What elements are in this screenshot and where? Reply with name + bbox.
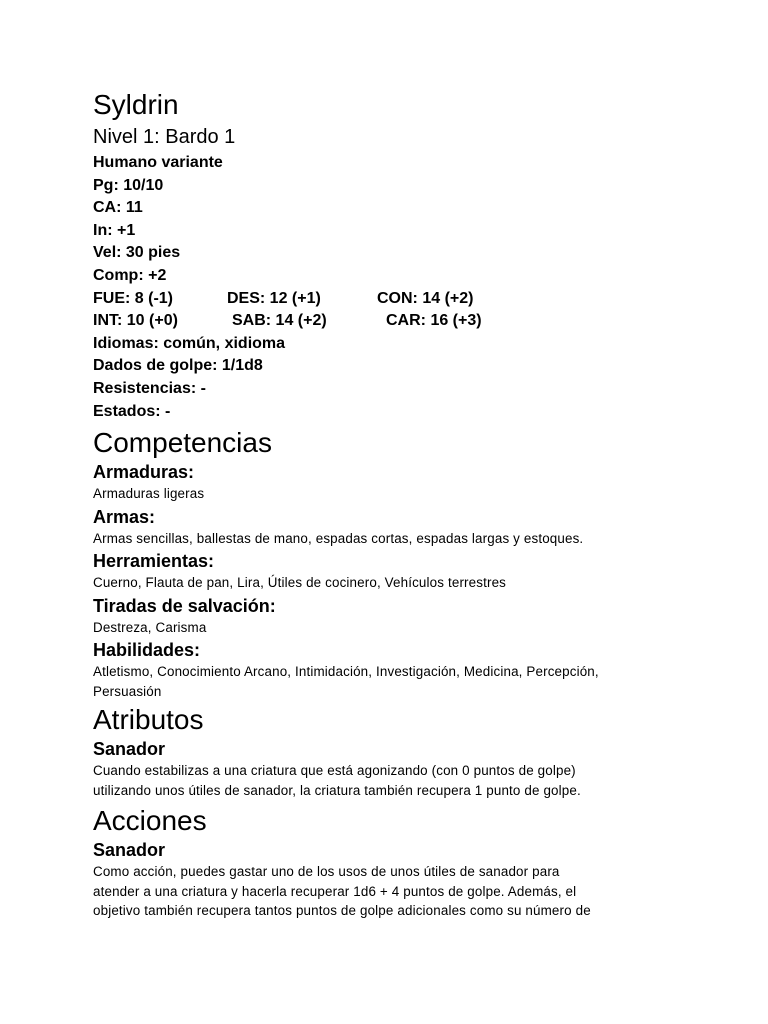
ability-wis: SAB: 14 (+2) (232, 312, 327, 330)
feat-text-line-1: Cuando estabilizas a una criatura que está agonizando (con 0 puntos de golpe) (93, 763, 576, 779)
race: Humano variante (93, 154, 223, 171)
ability-int: INT: 10 (+0) (93, 312, 178, 330)
ability-row-physical (93, 288, 683, 311)
ability-str: FUE: 8 (-1) (93, 289, 173, 307)
action-text-line-1: Como acción, puedes gastar uno de los usos de unos útiles de sanador para (93, 864, 560, 880)
feat-name: Sanador (93, 739, 166, 760)
languages: Idiomas: común, xidioma (93, 334, 286, 352)
resistances: Resistencias: - (93, 379, 206, 397)
action-text-line-3: objetivo también recupera tantos puntos de golpe adicionales como su número de (93, 903, 591, 919)
atributos-heading: Atributos (93, 704, 204, 736)
skills-label: Habilidades: (93, 640, 201, 661)
weapons-text: Armas sencillas, ballestas de mano, espadas cortas, espadas largas y estoques. (93, 530, 584, 546)
hit-dice: Dados de golpe: 1/1d8 (93, 357, 263, 375)
proficiency-bonus: Comp: +2 (93, 266, 167, 284)
feat-text-line-2: utilizando unos útiles de sanador, la criatura también recupera 1 punto de golpe. (93, 782, 581, 798)
character-sheet (93, 88, 683, 921)
stats-block (93, 152, 683, 423)
tools-label: Herramientas: (93, 551, 215, 572)
acciones-heading: Acciones (93, 805, 207, 837)
ability-con: CON: 14 (+2) (377, 289, 474, 307)
competencias-section (93, 425, 683, 701)
ability-dex: DES: 12 (+1) (227, 289, 321, 307)
tools-text: Cuerno, Flauta de pan, Lira, Útiles de cocinero, Vehículos terrestres (93, 575, 507, 591)
speed: Vel: 30 pies (93, 244, 181, 262)
skills-text-line-2: Persuasión (93, 683, 162, 699)
competencias-heading: Competencias (93, 427, 272, 459)
saves-text: Destreza, Carisma (93, 619, 207, 635)
character-name: Syldrin (93, 89, 179, 120)
hit-points: Pg: 10/10 (93, 176, 164, 194)
saves-label: Tiradas de salvación: (93, 595, 276, 616)
atributos-section (93, 702, 683, 800)
action-name: Sanador (93, 840, 166, 861)
skills-text-line-1: Atletismo, Conocimiento Arcano, Intimidación, Investigación, Medicina, Percepción, (93, 664, 599, 680)
armor-class: CA: 11 (93, 199, 143, 217)
acciones-section (93, 803, 683, 921)
conditions: Estados: - (93, 402, 171, 420)
armor-text: Armaduras ligeras (93, 486, 205, 502)
level-class: Nivel 1: Bardo 1 (93, 126, 236, 148)
ability-row-mental (93, 310, 683, 333)
initiative: In: +1 (93, 221, 136, 239)
action-text-line-2: atender a una criatura y hacerla recuperar 1d6 + 4 puntos de golpe. Además, el (93, 883, 577, 899)
armor-label: Armaduras: (93, 462, 195, 483)
ability-cha: CAR: 16 (+3) (386, 312, 482, 330)
weapons-label: Armas: (93, 506, 156, 527)
